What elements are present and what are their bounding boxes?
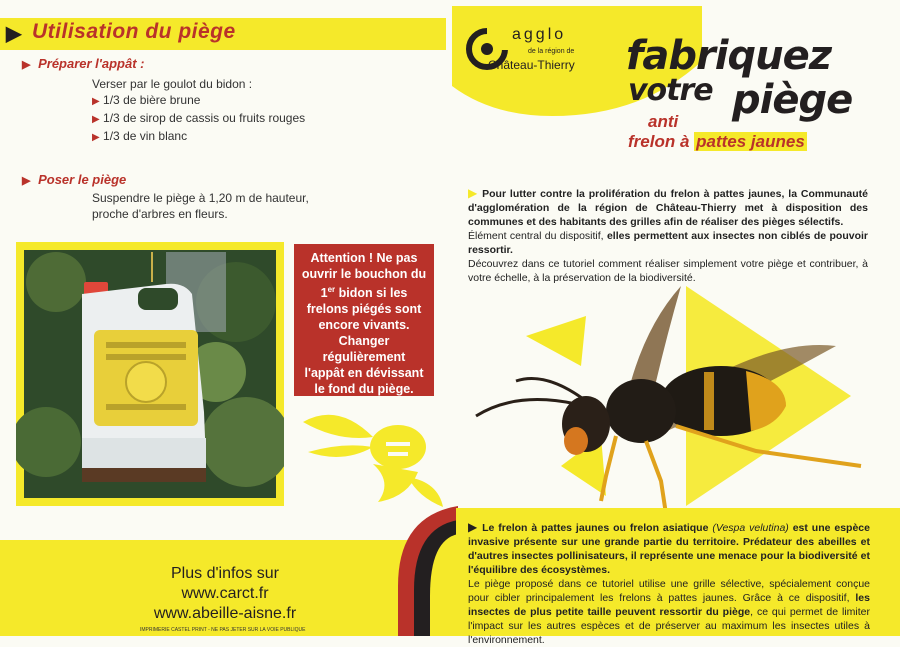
prepare-heading: ▶ Préparer l'appât :: [22, 56, 145, 71]
bullet-arrow-icon: ▶: [92, 96, 100, 107]
prepare-steps: [92, 92, 305, 146]
trap-photo: [16, 242, 284, 506]
place-heading: ▶ Poser le piège: [22, 172, 127, 187]
warning-box: Attention ! Ne pas ouvrir le bouchon du 1er bidon si les frelons piégés sont encore vivants. Changer régulièrement l'appât en dévissant le fond du piège.: [294, 244, 434, 396]
main-title-line1: fabriquez: [626, 33, 831, 79]
bullet-arrow-icon: ▶: [92, 132, 100, 143]
main-title-piege: piège: [732, 77, 853, 123]
agglo-logo: agglo de la région de Château-Thierry: [466, 24, 596, 84]
more-info: [140, 564, 310, 624]
hornet-photo: [456, 276, 896, 516]
prepare-intro: Verser par le goulot du bidon :: [92, 77, 253, 91]
title-arrow-icon: ▶: [6, 23, 22, 45]
prepare-arrow-icon: ▶: [22, 59, 31, 71]
printer-note: IMPRIMERIE CASTEL PRINT - NE PAS JETER SUR LA VOIE PUBLIQUE: [140, 627, 306, 633]
intro-text: ▶ Pour lutter contre la prolifération du frelon à pattes jaunes, la Communauté d'agglomération de la région de Château-Thierry met à disposition des communes et des habitants des grilles afin de réaliser des pièges sélectifs. Élément central du dispositif, elles permettent aux insectes non ciblés de pouvoir ressortir. Découvrez dans ce tutoriel comment réaliser simplement votre piège et contribuer, à votre échelle, à la préservation de la biodiversité.: [468, 186, 869, 284]
intro-arrow-icon: ▶: [468, 186, 479, 200]
trap-illustration: [16, 242, 284, 506]
list-item: ▶ 1/3 de vin blanc: [92, 129, 188, 143]
link-abeille-aisne[interactable]: www.abeille-aisne.fr: [153, 605, 297, 622]
section-title: ▶ Utilisation du piège: [6, 20, 236, 45]
place-arrow-icon: ▶: [22, 175, 31, 187]
list-item: ▶ 1/3 de bière brune: [92, 93, 201, 107]
place-text: Suspendre le piège à 1,20 m de hauteur, proche d'arbres en fleurs.: [92, 191, 309, 221]
yellow-arc-bottom: [398, 506, 458, 636]
subtitle-anti: anti: [648, 112, 679, 131]
bottom-arrow-icon: ▶: [468, 520, 479, 534]
hornet-logo-icon: [298, 402, 448, 512]
main-title-votre: votre: [628, 73, 713, 108]
bottom-text: ▶ Le frelon à pattes jaunes ou frelon asiatique (Vespa velutina) est une espèce invasive présente sur une grande partie du territoire. Prédateur des abeilles et d'autres insectes pollinisateurs, il représente une menace pour la biodiversité et l'équilibre des écosystèmes. Le piège proposé dans ce tutoriel utilise une grille sélective, spécialement conçue pour cibler principalement les frelons à pattes jaunes. Grâce à ce dispositif, les insectes de plus petite taille peuvent ressortir du piège, ce qui permet de limiter l'impact sur les autres espèces et de préserver au maximum les insectes utiles à l'environnement.: [468, 520, 871, 646]
more-info-label: Plus d'infos sur: [171, 565, 279, 582]
link-carct[interactable]: www.carct.fr: [181, 585, 269, 602]
list-item: ▶ 1/3 de sirop de cassis ou fruits rouges: [92, 111, 306, 125]
bullet-arrow-icon: ▶: [92, 114, 100, 125]
subtitle-frelon: frelon à pattes jaunes: [628, 132, 805, 151]
